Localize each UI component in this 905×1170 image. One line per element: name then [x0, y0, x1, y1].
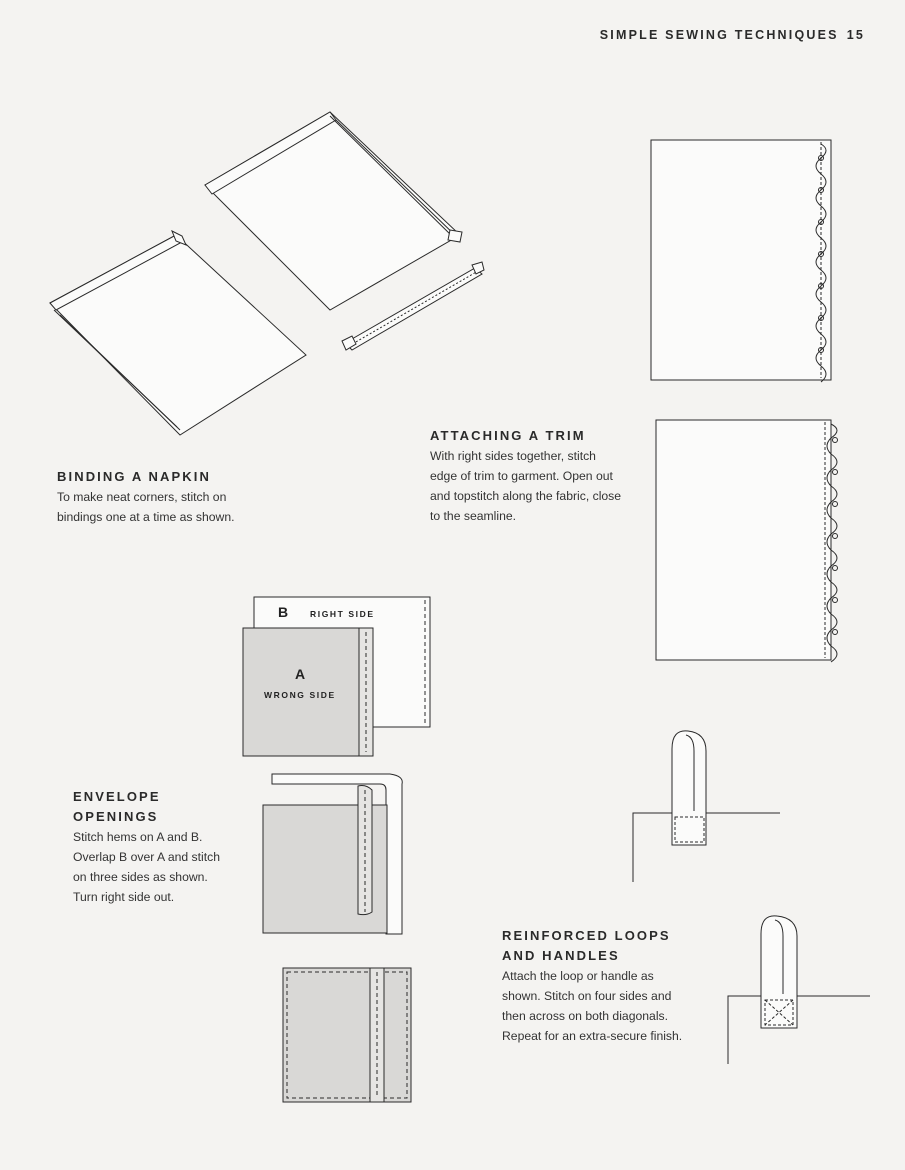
- loops-line-3: then across on both diagonals.: [502, 1009, 669, 1023]
- envelope-line-4: Turn right side out.: [73, 890, 175, 904]
- loop-step-2-illustration: [727, 912, 872, 1067]
- envelope-heading-line-1: ENVELOPE: [73, 789, 161, 804]
- attaching-trim-line-1: With right sides together, stitch: [430, 449, 596, 463]
- binding-napkin-line-1: To make neat corners, stitch on: [57, 490, 227, 504]
- page-number: 15: [846, 28, 865, 42]
- loops-heading-line-2: AND HANDLES: [502, 948, 620, 963]
- loops-line-2: shown. Stitch on four sides and: [502, 989, 672, 1003]
- binding-napkin-line-2: bindings one at a time as shown.: [57, 510, 235, 524]
- envelope-step-1-illustration: [242, 596, 437, 758]
- loop-step-1-illustration: [632, 727, 782, 887]
- trim-stitched-illustration: [650, 138, 840, 383]
- envelope-line-2: Overlap B over A and stitch: [73, 850, 221, 864]
- attaching-trim-line-2: edge of trim to garment. Open out: [430, 469, 613, 483]
- binding-napkin-heading: BINDING A NAPKIN: [57, 469, 211, 484]
- trim-topstitched-illustration: [655, 418, 845, 663]
- panel-b-letter: B: [278, 604, 289, 620]
- attaching-trim-line-3: and topstitch along the fabric, close: [430, 489, 622, 503]
- attaching-trim-heading: ATTACHING A TRIM: [430, 428, 586, 443]
- loops-line-4: Repeat for an extra-secure finish.: [502, 1029, 683, 1043]
- loops-heading-line-1: REINFORCED LOOPS: [502, 928, 671, 943]
- panel-b-side-label: RIGHT SIDE: [310, 609, 375, 619]
- envelope-line-1: Stitch hems on A and B.: [73, 830, 203, 844]
- running-head: [600, 28, 865, 42]
- envelope-step-2-illustration: [262, 772, 412, 937]
- envelope-heading-line-2: OPENINGS: [73, 809, 159, 824]
- loops-line-1: Attach the loop or handle as: [502, 969, 654, 983]
- napkin-binding-illustration: [40, 100, 480, 440]
- panel-a-letter: A: [295, 666, 306, 682]
- envelope-step-3-illustration: [282, 967, 414, 1104]
- envelope-line-3: on three sides as shown.: [73, 870, 208, 884]
- panel-a-side-label: WRONG SIDE: [264, 690, 336, 700]
- running-title: SIMPLE SEWING TECHNIQUES: [599, 28, 839, 42]
- attaching-trim-line-4: to the seamline.: [430, 509, 517, 523]
